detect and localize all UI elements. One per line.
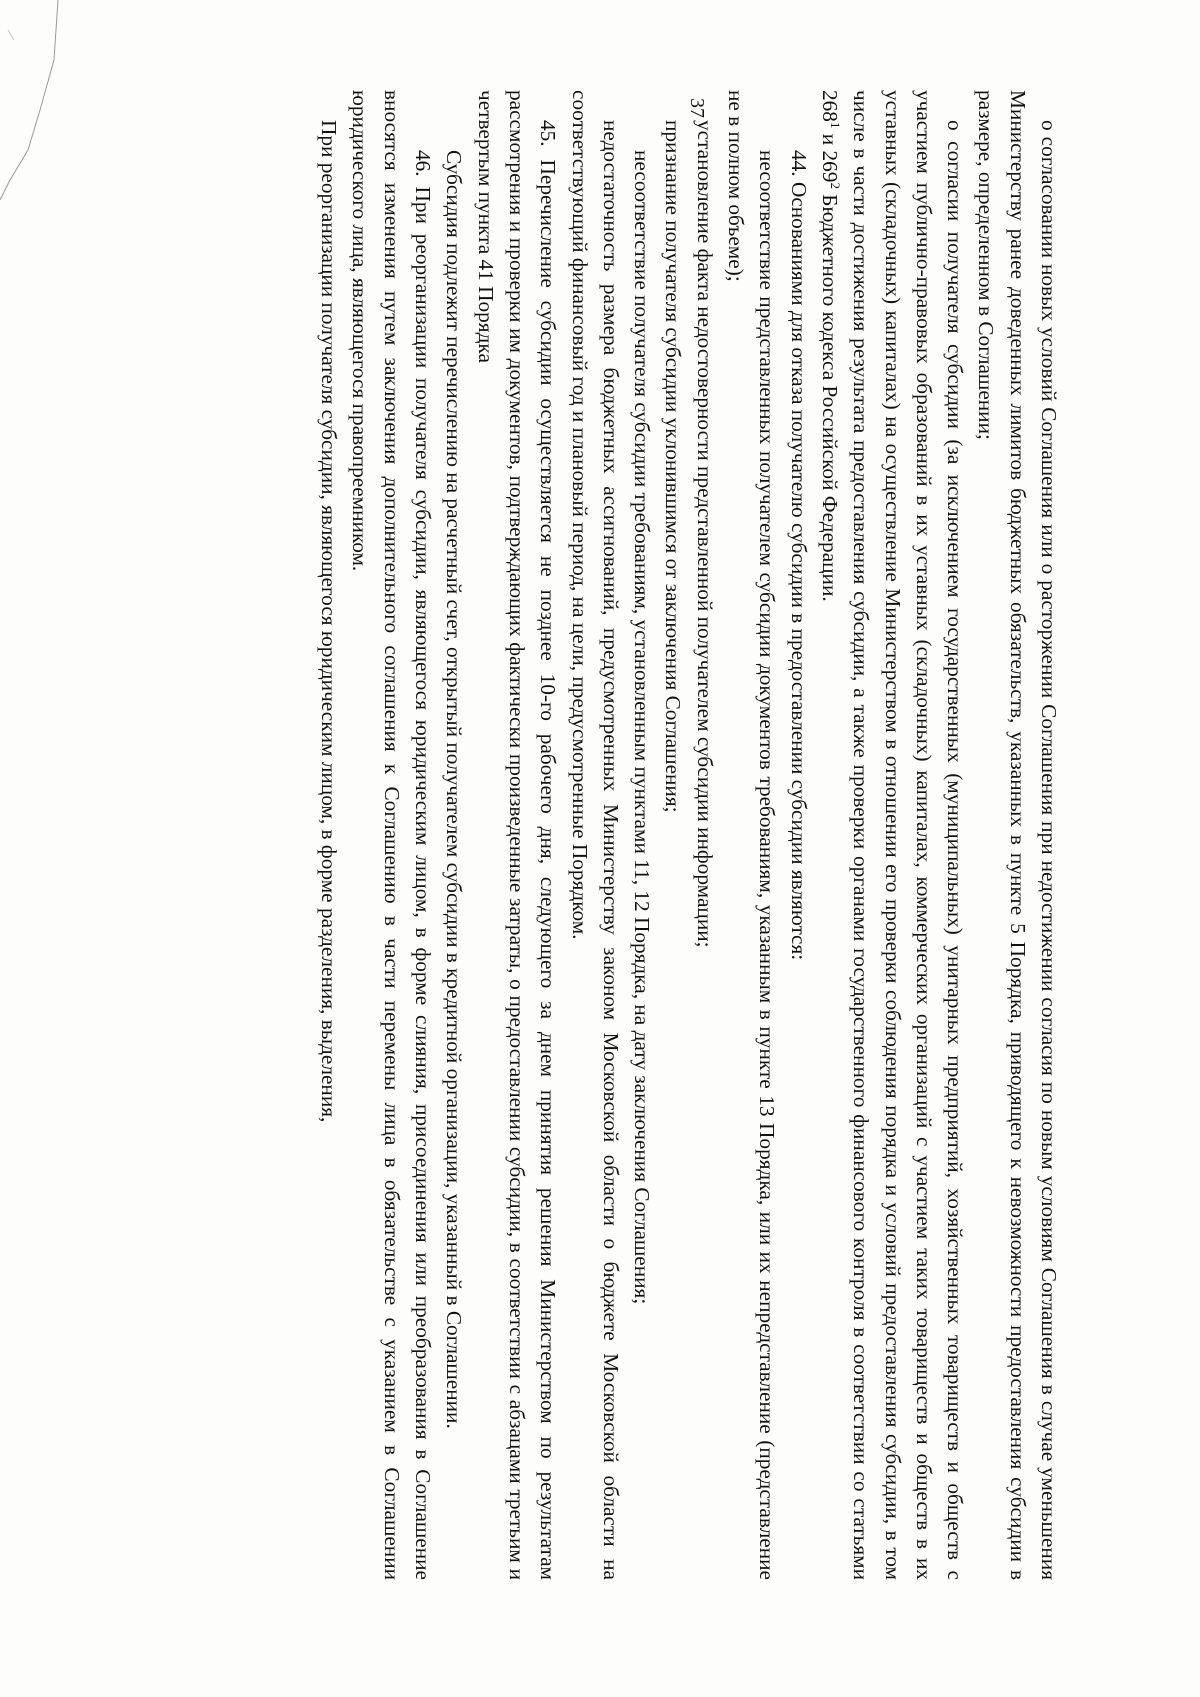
paragraph: несоответствие получателя субсидии требованиям, установленным пунктами 11, 12 Порядка, на дату заключения Соглашения; — [630, 150, 655, 1305]
paragraph: При реорганизации получателя субсидии, являющегося юридическим лицом, в форме разделения, выделения, — [317, 120, 342, 1123]
paragraph: 45. Перечисление субсидии осуществляется не позднее 10-го рабочего дня, следующего за днем принятия решения Министерством по результатам рассмотрения и проверки им документов, подтверждающих фактически произведенные затраты, о предоставлении субсидии, в соответствии с абзацами третьим и четвертым пункта 41 Порядка — [473, 90, 561, 1580]
paragraph: несоответствие представленных получателем субсидии документов требованиям, указанным в пункте 13 Порядка, или их непредставление (представление не в полном объеме); — [724, 90, 780, 1580]
paragraph: установление факта недостоверности представленной получателем субсидии информации; — [692, 120, 717, 948]
paragraph: о согласовании новых условий Соглашения или о расторжении Соглашения при недостижении согласия по новым условиям Соглашения в случае уменьшения Министерству ранее доведенных лимитов бюджетных обязательств, указанных в пункте 5 Порядка, приводящего к невозможности предоставления субсидии в размере, определенном в Соглашении; — [974, 90, 1061, 1580]
paragraph: 44. Основаниями для отказа получателю субсидии в предоставлении субсидии являются: — [786, 150, 811, 961]
scan-edge-artifact — [0, 0, 90, 300]
paragraph: 46. При реорганизации получателя субсидии, являющегося юридическим лицом, в форме слияния, присоединения или преобразования в Соглашение вносятся изменения путем заключения дополнительного соглашения к Соглашению в части перемены лица в обязательстве с указанием в Соглашении юридического лица, являющегося правопреемником. — [348, 90, 436, 1580]
document-body — [313, 90, 1064, 1580]
paragraph: признание получателя субсидии уклонившимся от заключения Соглашения; — [661, 120, 686, 813]
paragraph: Субсидия подлежит перечислению на расчетный счет, открытый получателем субсидии в кредитной организации, указанный в Соглашении. — [442, 150, 467, 1429]
paragraph-text-part: о согласии получателя субсидии (за исключением государственных (муниципальных) унитарных предприятий, хозяйственных товариществ и обществ с участием публично-правовых образований в их уставных (складочных) капиталах, коммерческих организаций с участием таких товариществ и обществ в их уставных (складочных) капиталах) на осуществление Министерством в отношении его проверки соблюдения порядка и условий предоставления субсидии, в том числе в части достижения результата предоставления субсидии, а также проверки органами государственного финансового контроля в соответствии со статьями $268^1$ и $269^2$ Бюджетного кодекса Российской Федерации. — [817, 90, 968, 1580]
paragraph: недостаточность размера бюджетных ассигнований, предусмотренных Министерству законом Московской области о бюджете Московской области на соответствующий финансовый год и плановый период, на цели, предусмотренные Порядком. — [567, 90, 623, 1580]
page-number: 37 — [686, 98, 708, 118]
paragraph — [814, 90, 970, 1580]
